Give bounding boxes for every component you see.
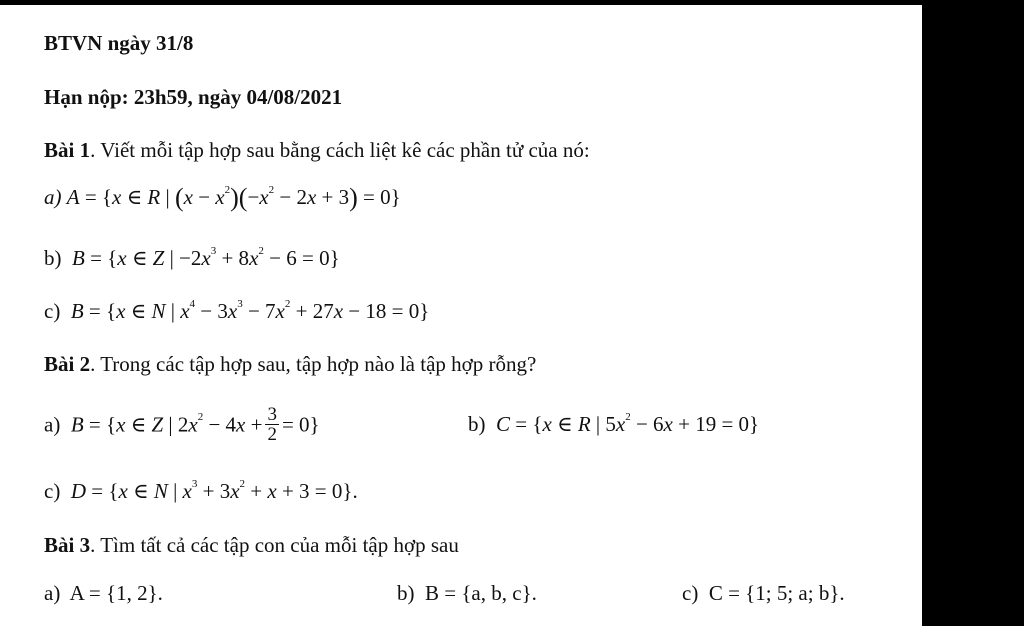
- item-prefix: a): [44, 412, 61, 437]
- bai3-item-a: a) A = {1, 2}.: [44, 581, 163, 605]
- item-prefix: a): [44, 581, 61, 605]
- bai1-label: Bài 1: [44, 138, 91, 162]
- bai2-item-a: a) B = {x ∈ Z | $2x^2 - 4x$ + $\frac{3}{2}$ = 0}: [44, 404, 320, 445]
- bai3-heading: [44, 532, 459, 558]
- item-prefix: a): [44, 185, 62, 209]
- deadline: Hạn nộp: 23h59, ngày 04/08/2021: [44, 85, 343, 109]
- item-prefix: b): [468, 412, 486, 436]
- bai1-heading: [44, 137, 590, 163]
- bai3-item-b: b) B = {a, b, c}.: [397, 581, 537, 605]
- item-prefix: c): [44, 299, 61, 323]
- document-page: [0, 5, 922, 626]
- bai2-heading: [44, 351, 536, 377]
- item-prefix: b): [44, 246, 62, 270]
- bai1-item-a: a) A = {x ∈ R | $(x - x^2)(-x^2 - 2x + 3) = 0$}: [44, 183, 401, 212]
- bai1-item-b: b) B = {x ∈ Z | $-2x^3 + 8x^2 - 6 = 0$}: [44, 245, 340, 270]
- item-prefix: c): [44, 479, 61, 503]
- page-title: BTVN ngày 31/8: [44, 31, 194, 55]
- bai3-label: Bài 3: [44, 533, 91, 557]
- item-prefix: b): [397, 581, 415, 605]
- bai2-text: . Trong các tập hợp sau, tập hợp nào là tập hợp rỗng?: [90, 352, 537, 376]
- item-prefix: c): [682, 581, 699, 605]
- bai3-text: . Tìm tất cả các tập con của mỗi tập hợp sau: [90, 533, 459, 557]
- bai2-item-b: b) C = {x ∈ R | $5x^2 - 6x + 19 = 0$}: [468, 411, 760, 436]
- bai3-item-c: c) C = {1; 5; a; b}.: [682, 581, 845, 605]
- bai1-item-c: c) B = {x ∈ N | $x^4 - 3x^3 - 7x^2 + 27x - 18 = 0$}: [44, 298, 430, 323]
- bai2-item-c: c) D = {x ∈ N | $x^3 + 3x^2 + x + 3 = 0$}.: [44, 478, 358, 503]
- bai1-text: . Viết mỗi tập hợp sau bằng cách liệt kê các phần tử của nó:: [90, 138, 590, 162]
- bai2-label: Bài 2: [44, 352, 91, 376]
